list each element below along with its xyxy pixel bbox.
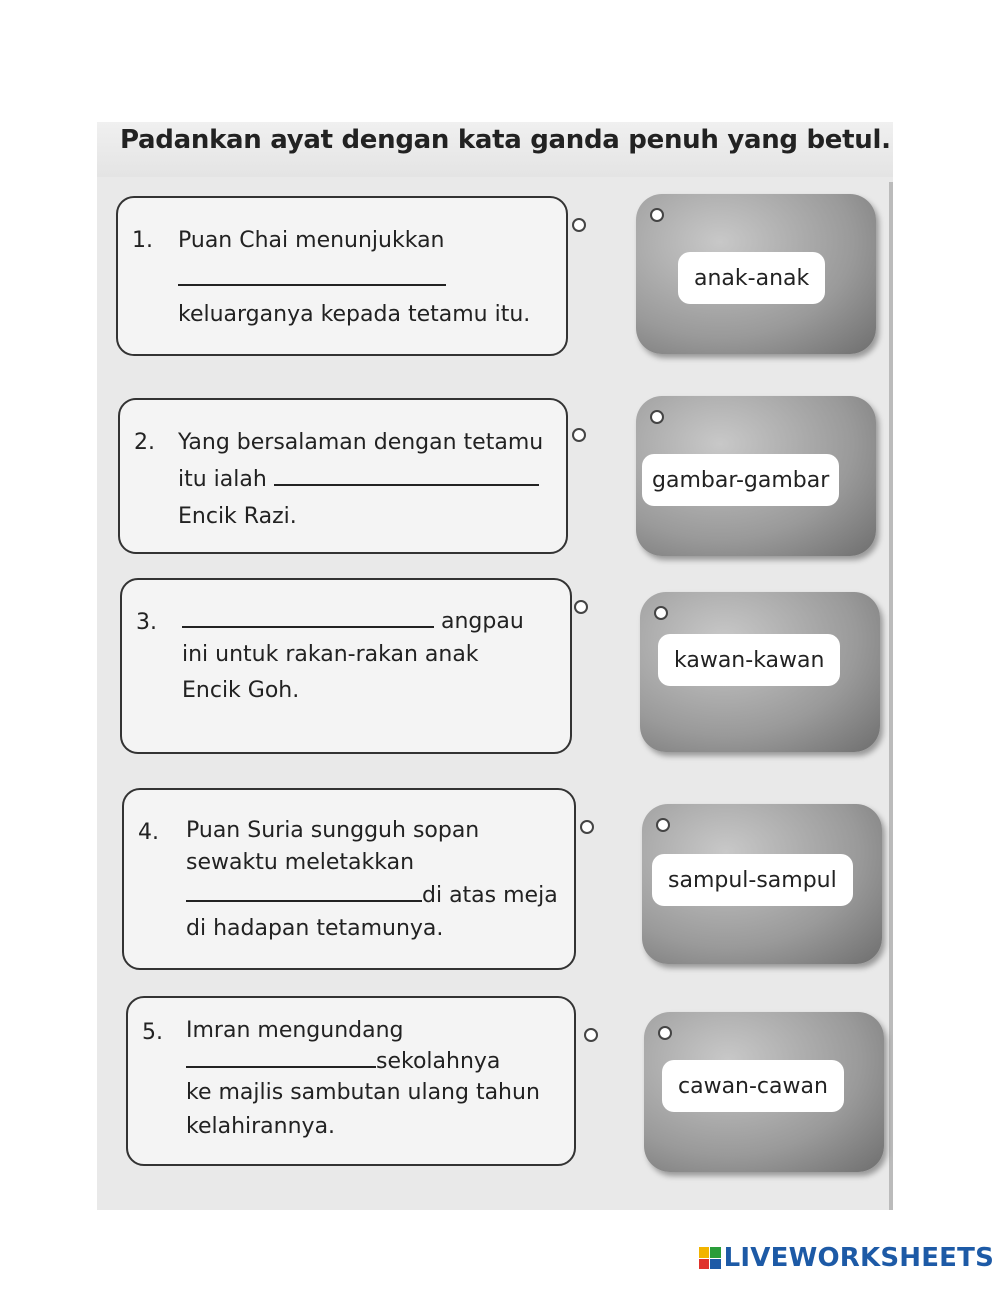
answer-label: gambar-gambar — [642, 454, 839, 506]
page-edge — [889, 182, 893, 1210]
match-dot-question-5[interactable] — [584, 1028, 598, 1042]
question-box-4 — [122, 788, 576, 970]
answer-card-3[interactable] — [640, 592, 880, 752]
answer-label: kawan-kawan — [658, 634, 840, 686]
question-text: Encik Goh. — [182, 678, 300, 703]
question-number: 5. — [142, 1020, 163, 1045]
question-box-2 — [118, 398, 568, 554]
question-text: Imran mengundang — [186, 1018, 404, 1043]
question-text: sewaktu meletakkan — [186, 850, 415, 875]
instruction-title: Padankan ayat dengan kata ganda penuh yang betul. — [120, 125, 891, 155]
answer-label: cawan-cawan — [662, 1060, 844, 1112]
question-box-1 — [116, 196, 568, 356]
match-dot-answer-5[interactable] — [658, 1026, 672, 1040]
question-text: keluarganya kepada tetamu itu. — [178, 302, 531, 327]
match-dot-answer-2[interactable] — [650, 410, 664, 424]
question-text: Encik Razi. — [178, 504, 297, 529]
answer-card-5[interactable] — [644, 1012, 884, 1172]
match-dot-question-4[interactable] — [580, 820, 594, 834]
match-dot-answer-1[interactable] — [650, 208, 664, 222]
logo-grid-icon — [699, 1247, 721, 1269]
question-text-with-blank: di atas meja — [186, 882, 558, 908]
match-dot-answer-4[interactable] — [656, 818, 670, 832]
question-text: kelahirannya. — [186, 1114, 336, 1139]
answer-label: anak-anak — [678, 252, 825, 304]
question-text: Yang bersalaman dengan tetamu — [178, 430, 544, 455]
answer-card-2[interactable] — [636, 396, 876, 556]
question-box-3 — [120, 578, 572, 754]
question-text: ini untuk rakan-rakan anak — [182, 642, 479, 667]
question-number: 3. — [136, 610, 157, 635]
answer-label: sampul-sampul — [652, 854, 853, 906]
match-dot-answer-3[interactable] — [654, 606, 668, 620]
question-text: Puan Chai menunjukkan — [178, 228, 445, 253]
question-box-5 — [126, 996, 576, 1166]
match-dot-question-2[interactable] — [572, 428, 586, 442]
question-text-with-blank: sekolahnya — [186, 1048, 500, 1074]
brand-name: LIVEWORKSHEETS — [723, 1243, 994, 1273]
answer-blank — [178, 266, 446, 292]
question-text-with-blank: angpau — [182, 608, 524, 634]
question-text: di hadapan tetamunya. — [186, 916, 444, 941]
liveworksheets-logo — [699, 1243, 994, 1273]
answer-card-1[interactable] — [636, 194, 876, 354]
question-text: ke majlis sambutan ulang tahun — [186, 1080, 540, 1105]
question-number: 4. — [138, 820, 159, 845]
answer-card-4[interactable] — [642, 804, 882, 964]
question-number: 1. — [132, 228, 153, 253]
question-text: Puan Suria sungguh sopan — [186, 818, 480, 843]
match-dot-question-3[interactable] — [574, 600, 588, 614]
question-number: 2. — [134, 430, 155, 455]
match-dot-question-1[interactable] — [572, 218, 586, 232]
question-text-with-blank: itu ialah — [178, 466, 539, 492]
